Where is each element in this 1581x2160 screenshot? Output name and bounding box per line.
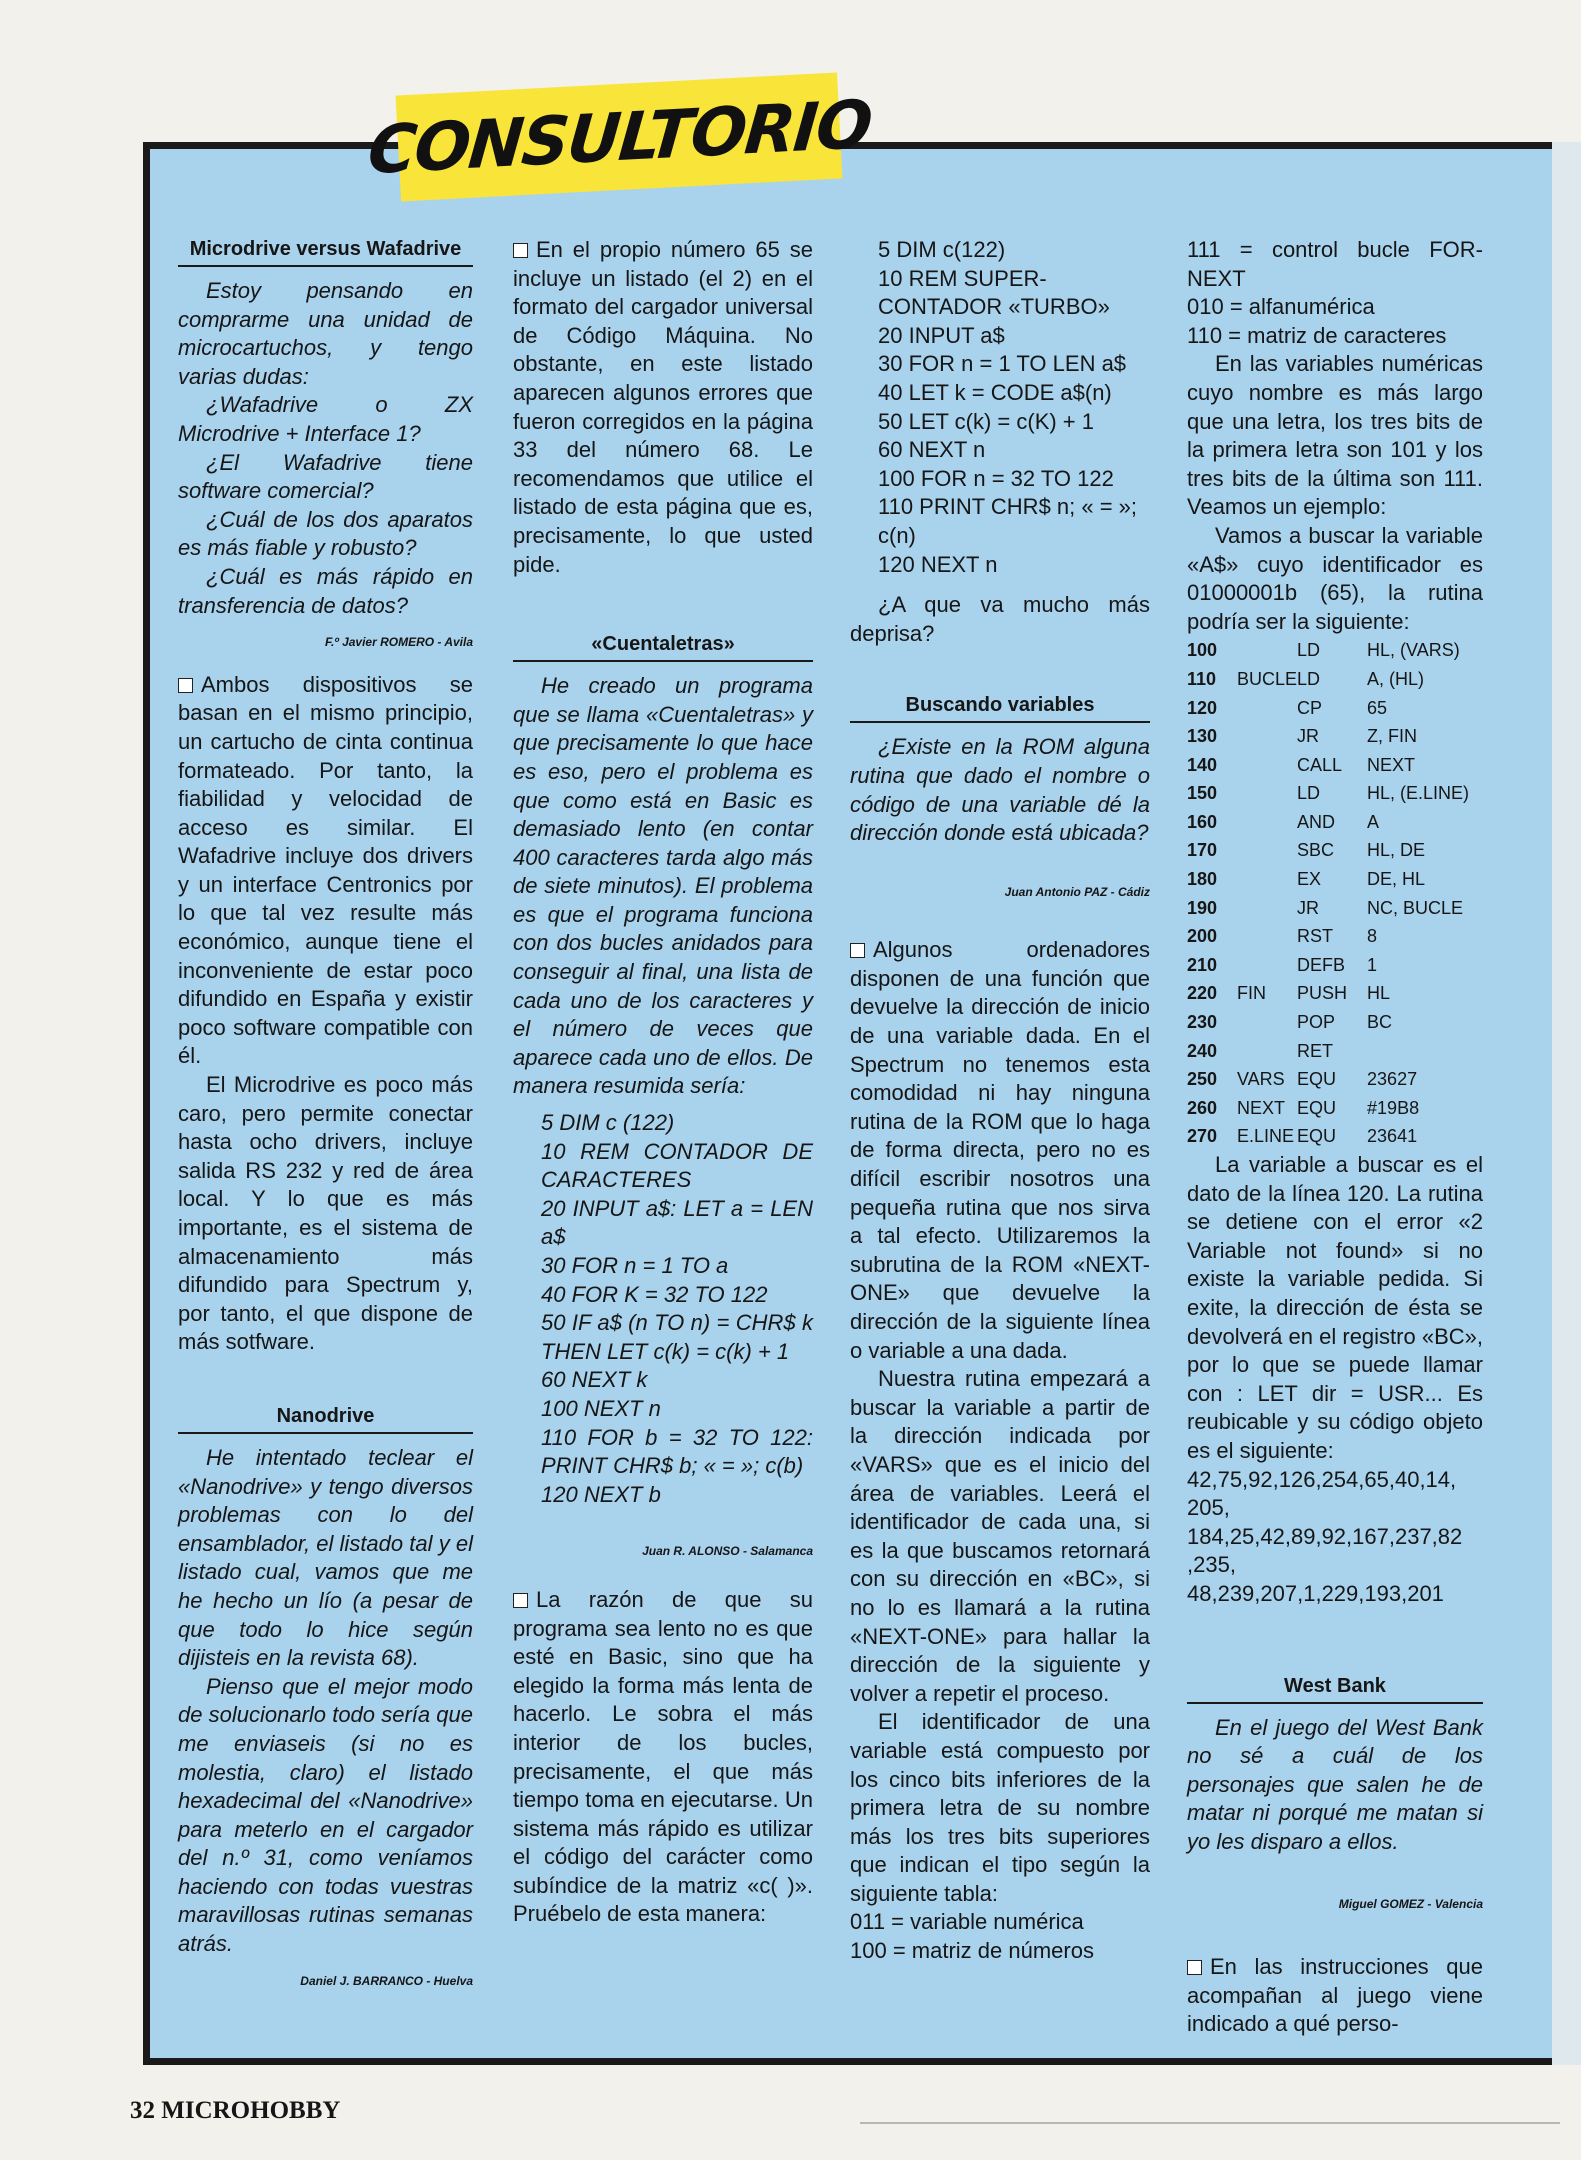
asm-row [1187,1094,1469,1123]
answer-cuentaletras [513,1586,813,1929]
asm-label [1237,836,1297,865]
asm-row [1187,751,1469,780]
asm-opcode: SBC [1297,840,1335,861]
listing-line: 20 INPUT a$ [878,322,1005,348]
signature-nanodrive: Daniel J. BARRANCO - Huelva [300,1973,473,1988]
type-line: 110 = matriz de caracteres [1187,322,1447,348]
asm-label: FIN [1237,983,1266,1004]
asm-label [1237,751,1297,780]
asm-label [1237,636,1297,665]
asm-operand: A, (HL) [1367,668,1425,689]
answer-westbank [1187,1953,1483,2039]
asm-line-number: 190 [1187,897,1218,918]
asm-opcode: LD [1297,668,1321,689]
asm-line-number: 260 [1187,1097,1218,1118]
asm-row [1187,1008,1469,1037]
listing-line: 100 FOR n = 32 TO 122 [878,465,1114,491]
asm-opcode: RST [1297,926,1334,947]
asm-operand: DE, HL [1367,869,1426,890]
answer-paragraph: En las variables numéricas cuyo nombre es más largo que una letra, los tres bits de la primera letra son 101 y los tres bits de la última son 111. Veamos un ejemplo: [1187,351,1483,520]
answer-paragraph: Ambos dispositivos se basan en el mismo principio, un cartucho de cinta continua formateado. Por tanto, la fiabilidad y velocidad de acceso es similar. El Wafadrive incluye dos drivers y un interface Centronics por lo que tal vez resulte más económico, aunque tiene el inconveniente de estar poco difundido en España y existir poco software compatible con él. [178,671,473,1069]
listing-line: 120 NEXT b [541,1481,661,1507]
asm-line-number: 170 [1187,840,1218,861]
asm-label [1237,865,1297,894]
checkbox-icon [850,943,865,958]
listing-line: 120 NEXT n [878,551,998,577]
listing-line: 60 NEXT n [878,437,986,463]
asm-label [1237,1008,1297,1037]
asm-label [1237,1037,1297,1066]
type-line: 100 = matriz de números [850,1938,1094,1964]
asm-label [1237,922,1297,951]
column-4 [1187,236,1483,2039]
asm-opcode: JR [1297,897,1320,918]
listing-line: 40 LET k = CODE a$(n) [878,379,1112,405]
listing-line: 50 LET c(k) = c(K) + 1 [878,408,1095,434]
asm-opcode: AND [1297,811,1336,832]
heading-cuentaletras: «Cuentaletras» [513,631,813,662]
column-1 [178,236,473,2009]
asm-operand: #19B8 [1367,1097,1420,1118]
answer-paragraph: Vamos a buscar la variable «A$» cuyo identificador es 01000001b (65), la rutina podría ser la siguiente: [1187,522,1483,634]
closing-cuentaletras [850,591,1150,648]
asm-operand: 23641 [1367,1126,1418,1147]
asm-operand: BC [1367,1012,1393,1033]
heading-westbank: West Bank [1187,1673,1483,1704]
code-line: 184,25,42,89,92,167,237,82 [1187,1523,1463,1549]
asm-operand: 1 [1367,954,1378,975]
question-westbank [1187,1714,1483,1857]
asm-label [1237,894,1297,923]
listing-line: 110 FOR b = 32 TO 122: PRINT CHR$ b; « = »; c(b) [541,1424,813,1479]
asm-line-number: 160 [1187,811,1218,832]
asm-row [1187,1065,1469,1094]
asm-line-number: 110 [1187,668,1217,689]
asm-row [1187,979,1469,1008]
asm-operand: A [1367,811,1380,832]
answer-paragraph: Algunos ordenadores disponen de una función que devuelve la dirección de inicio de una variable dada. En el Spectrum no tenemos esta comodidad ni hay ninguna rutina de la ROM que lo haga de forma directa, pero no es difícil escribir nosotros una pequeña rutina que nos sirva a tal efecto. Utilizaremos la subrutina de la ROM «NEXT-ONE» que devuelve la dirección de la siguiente línea o variable a una dada. [850,937,1150,1363]
asm-operand: HL, DE [1367,840,1426,861]
listing-line: 60 NEXT k [541,1367,648,1393]
asm-label [1237,808,1297,837]
code-line: ,235, [1187,1552,1236,1578]
asm-line-number: 140 [1187,754,1218,775]
asm-row [1187,779,1469,808]
asm-label [1237,694,1297,723]
signature-variables: Juan Antonio PAZ - Cádiz [1004,884,1150,899]
asm-row [1187,665,1469,694]
question-variables [850,733,1150,847]
heading-microdrive: Microdrive versus Wafadrive [178,236,473,267]
answer-paragraph: En el propio número 65 se incluye un listado (el 2) en el formato del cargador universal de Código Máquina. No obstante, en este listado aparecen algunos errores que fueron corregidos en la página 33 del número 68. Le recomendamos que utilice el listado de esta página que es, precisamente, lo que usted pide. [513,237,813,577]
signature-microdrive: F.º Javier ROMERO - Avila [325,635,473,650]
listing-turbo [850,236,1150,579]
asm-row [1187,951,1469,980]
answer-nanodrive [513,236,813,579]
answer-variables [850,936,1150,1965]
column-2 [513,236,813,1929]
checkbox-icon [513,1593,528,1608]
asm-line-number: 100 [1187,640,1218,661]
column-3 [850,236,1150,1966]
question-cuentaletras [513,672,813,1101]
heading-nanodrive: Nanodrive [178,1403,473,1434]
asm-listing [1187,636,1469,1151]
asm-opcode: PUSH [1297,983,1348,1004]
asm-opcode: DEFB [1297,954,1346,975]
page-edge [1552,142,1581,2065]
asm-line-number: 130 [1187,726,1218,747]
answer-paragraph: El identificador de una variable está compuesto por los cinco bits inferiores de la primera letra de su nombre más los tres bits superiores que indican el tipo según la siguiente tabla: [850,1709,1150,1906]
closing-paragraph: ¿A que va mucho más deprisa? [850,592,1150,646]
asm-operand: NEXT [1367,754,1416,775]
asm-opcode: LD [1297,783,1321,804]
asm-operand: 65 [1367,697,1388,718]
asm-operand: 8 [1367,926,1378,947]
code-line: 42,75,92,126,254,65,40,14, [1187,1466,1457,1492]
asm-label: NEXT [1237,1097,1286,1118]
type-line: 010 = alfanumérica [1187,294,1375,320]
listing-line: 20 INPUT a$: LET a = LEN a$ [541,1195,813,1250]
listing-line: 50 IF a$ (n TO n) = CHR$ k THEN LET c(k) = c(k) + 1 [541,1310,813,1364]
answer-microdrive [178,671,473,1357]
asm-row [1187,1037,1469,1066]
type-line: 111 = control bucle FOR-NEXT [1187,237,1483,291]
asm-operand: NC, BUCLE [1367,897,1464,918]
code-line: 205, [1187,1495,1230,1521]
listing-line: 10 REM SUPER-CONTADOR «TURBO» [878,265,1110,320]
asm-row [1187,836,1469,865]
asm-row [1187,894,1469,923]
answer-paragraph: Nuestra rutina empezará a buscar la variable a partir de la dirección indicada por «VARS» que es el inicio del área de variables. Leerá el identificador de cada una, si es la que buscamos retornará con su dirección en «BC», si no lo es llamará a la rutina «NEXT-ONE» para hallar la dirección de la siguiente y volver a repetir el proceso. [850,1366,1150,1706]
asm-operand: HL, (E.LINE) [1367,783,1470,804]
asm-line-number: 210 [1187,954,1218,975]
footer-rule [860,2122,1560,2124]
asm-label: E.LINE [1237,1126,1295,1147]
asm-opcode: LD [1297,640,1321,661]
asm-line-number: 150 [1187,783,1218,804]
asm-opcode: RET [1297,1040,1334,1061]
listing-line: 5 DIM c(122) [878,237,1006,262]
asm-line-number: 200 [1187,926,1218,947]
answer-paragraph: La variable a buscar es el dato de la línea 120. La rutina se detiene con el error «2 Variable not found» si no existe la variable pedida. Si exite, la dirección de ésta se devolverá en el registro «BC», por lo que se puede llamar con : LET dir = USR... Es reubicable y su código objeto es el siguiente: [1187,1152,1483,1463]
asm-opcode: EQU [1297,1069,1337,1090]
asm-operand: 23627 [1367,1069,1418,1090]
answer-paragraph: La razón de que su programa sea lento no es que esté en Basic, sino que ha elegido la forma más lenta de hacerlo. Le sobra el más interior de los bucles, precisamente, el que más tiempo toma en ejecutarse. Un sistema más rápido es utilizar el código del carácter como subíndice de la matriz «c( )». Pruébelo de esta manera: [513,1586,813,1927]
listing-line: 100 NEXT n [541,1395,661,1421]
answer-variables-cont [1187,236,1483,636]
question-microdrive [178,277,473,620]
asm-line-number: 250 [1187,1069,1218,1090]
answer-paragraph: En las instrucciones que acompañan al juego viene indicado a qué perso- [1187,1954,1483,2037]
type-line: 011 = variable numérica [850,1909,1084,1935]
asm-label [1237,779,1297,808]
asm-opcode: EQU [1297,1126,1337,1147]
question-paragraph: Estoy pensando en comprarme una unidad de microcartuchos, y tengo varias dudas: [178,278,473,389]
asm-opcode: POP [1297,1012,1336,1033]
asm-row [1187,722,1469,751]
asm-label: BUCLE [1237,668,1298,689]
asm-line-number: 220 [1187,983,1218,1004]
question-paragraph: He intentado teclear el «Nanodrive» y tengo diversos problemas con lo del ensamblador, el listado tal y el listado cual, vamos que me he hecho un lío (a pesar de que todo lo hice según dijisteis en la revista 68). [178,1444,473,1671]
asm-opcode: EX [1297,869,1322,890]
section-title: CONSULTORIO [364,85,874,189]
listing-line: 10 REM CONTADOR DE CARACTERES [541,1138,813,1193]
checkbox-icon [178,678,193,693]
question-paragraph: Pienso que el mejor modo de solucionarlo todo sería que me enviaseis (si no es molestia, claro) el listado hexadecimal del «Nanodrive» para meterlo en el cargador del n.º 31, como veníamos haciendo con todas vuestras maravillosas rutinas semanas atrás. [178,1673,473,1957]
checkbox-icon [513,243,528,258]
signature-cuentaletras: Juan R. ALONSO - Salamanca [642,1544,813,1559]
question-paragraph: ¿El Wafadrive tiene software comercial? [178,449,473,504]
asm-row [1187,922,1469,951]
asm-line-number: 180 [1187,869,1218,890]
listing-cuentaletras [513,1109,813,1509]
answer-variables-end [1187,1151,1483,1609]
question-nanodrive [178,1444,473,1959]
asm-opcode: CP [1297,697,1323,718]
asm-operand: HL, (VARS) [1367,640,1460,661]
asm-row [1187,636,1469,665]
question-paragraph: ¿Existe en la ROM alguna rutina que dado el nombre o código de una variable dé la dirección donde está ubicada? [850,734,1150,846]
listing-line: 110 PRINT CHR$ n; « = »; c(n) [878,494,1138,548]
listing-line: 5 DIM c (122) [541,1110,675,1136]
asm-line-number: 270 [1187,1126,1218,1147]
asm-opcode: JR [1297,726,1320,747]
asm-line-number: 120 [1187,697,1218,718]
asm-operand [1367,1037,1469,1066]
asm-row [1187,865,1469,894]
question-paragraph: En el juego del West Bank no sé a cuál de los personajes que salen he de matar ni porqué me matan si yo les disparo a ellos. [1187,1714,1483,1854]
asm-opcode: EQU [1297,1097,1337,1118]
code-line: 48,239,207,1,229,193,201 [1187,1580,1444,1606]
asm-line-number: 240 [1187,1040,1218,1061]
asm-operand: HL [1367,983,1391,1004]
listing-line: 30 FOR n = 1 TO a [541,1253,729,1278]
asm-label [1237,722,1297,751]
asm-label [1237,951,1297,980]
page-footer: 32 MICROHOBBY [130,2097,341,2124]
signature-westbank: Miguel GOMEZ - Valencia [1338,1897,1483,1912]
question-paragraph: He creado un programa que se llama «Cuentaletras» y que precisamente lo que hace es eso, pero el problema es que como está en Basic es demasiado lento (en contar 400 caracteres tarda algo más de siete minutos). El problema es que el programa funciona con dos bucles anidados para conseguir al final, una lista de cada uno de los caracteres y el número de veces que aparece cada uno de ellos. De manera resumida sería: [513,673,813,1099]
asm-label: VARS [1237,1069,1285,1090]
asm-operand: Z, FIN [1367,726,1418,747]
question-paragraph: ¿Wafadrive o ZX Microdrive + Interface 1? [178,392,473,446]
question-paragraph: ¿Cuál de los dos aparatos es más fiable y robusto? [178,506,473,561]
asm-row [1187,808,1469,837]
answer-paragraph: El Microdrive es poco más caro, pero permite conectar hasta ocho drivers, incluye salida RS 232 y red de área local. Y lo que es más importante, es el sistema de almacenamiento más difundido para Spectrum y, por tanto, el que dispone de más sotfware. [178,1072,473,1355]
asm-row [1187,1122,1469,1151]
checkbox-icon [1187,1960,1202,1975]
asm-opcode: CALL [1297,754,1343,775]
question-paragraph: ¿Cuál es más rápido en transferencia de datos? [178,563,473,618]
asm-row [1187,694,1469,723]
heading-variables: Buscando variables [850,692,1150,723]
listing-line: 40 FOR K = 32 TO 122 [541,1281,768,1307]
listing-line: 30 FOR n = 1 TO LEN a$ [878,351,1127,377]
asm-line-number: 230 [1187,1012,1218,1033]
